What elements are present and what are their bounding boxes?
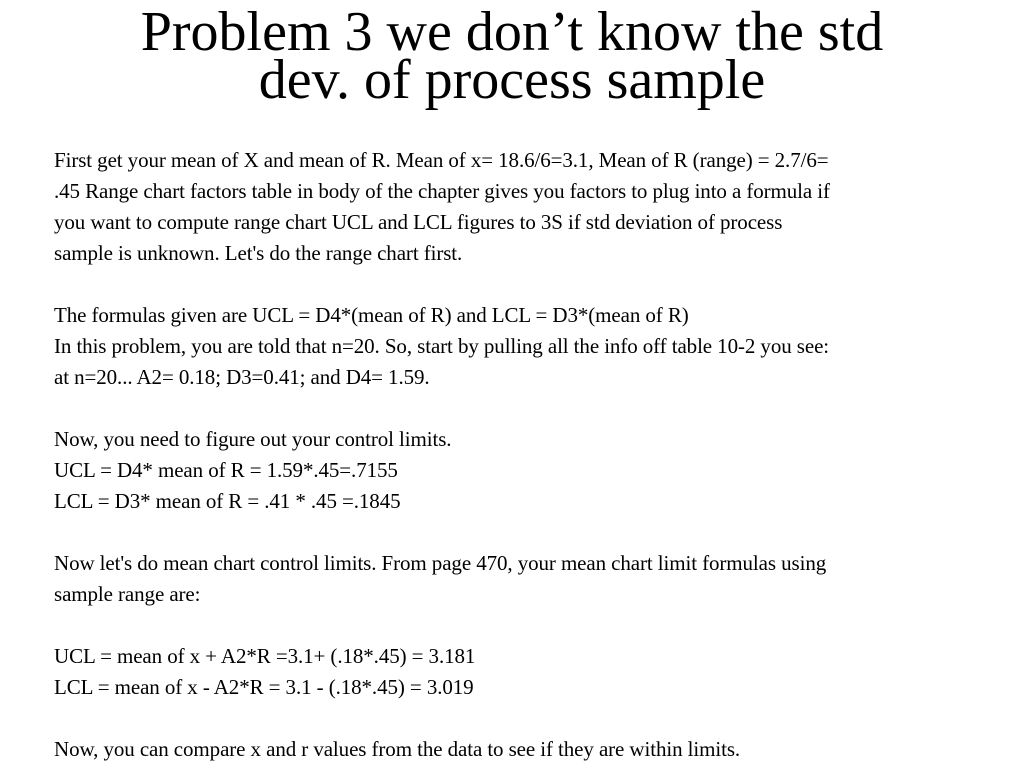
body-line: sample range are: bbox=[54, 582, 201, 606]
body-line: at n=20... A2= 0.18; D3=0.41; and D4= 1.59. bbox=[54, 365, 430, 389]
blank-line bbox=[54, 269, 1019, 300]
blank-line bbox=[54, 610, 1019, 641]
slide-body bbox=[54, 145, 1019, 765]
body-line: Now, you can compare x and r values from the data to see if they are within limits. bbox=[54, 737, 741, 761]
body-line: UCL = mean of x + A2*R =3.1+ (.18*.45) = 3.181 bbox=[54, 644, 476, 668]
body-line: sample is unknown. Let's do the range chart first. bbox=[54, 241, 463, 265]
body-line: UCL = D4* mean of R = 1.59*.45=.7155 bbox=[54, 458, 398, 482]
slide-title-line-2: dev. of process sample bbox=[258, 49, 766, 111]
slide-title bbox=[0, 0, 1024, 111]
body-line: In this problem, you are told that n=20. So, start by pulling all the info off table 10-2 you see: bbox=[54, 334, 830, 358]
blank-line bbox=[54, 703, 1019, 734]
blank-line bbox=[54, 393, 1019, 424]
blank-line bbox=[54, 517, 1019, 548]
body-line: Now, you need to figure out your control limits. bbox=[54, 427, 452, 451]
body-line: you want to compute range chart UCL and LCL figures to 3S if std deviation of process bbox=[54, 210, 783, 234]
body-line: .45 Range chart factors table in body of the chapter gives you factors to plug into a formula if bbox=[54, 179, 830, 203]
body-line: LCL = D3* mean of R = .41 * .45 =.1845 bbox=[54, 489, 401, 513]
body-line: LCL = mean of x - A2*R = 3.1 - (.18*.45) = 3.019 bbox=[54, 675, 474, 699]
body-line: The formulas given are UCL = D4*(mean of R) and LCL = D3*(mean of R) bbox=[54, 303, 689, 327]
slide-title-line-1: Problem 3 we don’t know the std bbox=[140, 1, 884, 63]
body-line: Now let's do mean chart control limits. From page 470, your mean chart limit formulas using bbox=[54, 551, 827, 575]
body-line: First get your mean of X and mean of R. Mean of x= 18.6/6=3.1, Mean of R (range) = 2.7/6= bbox=[54, 148, 829, 172]
